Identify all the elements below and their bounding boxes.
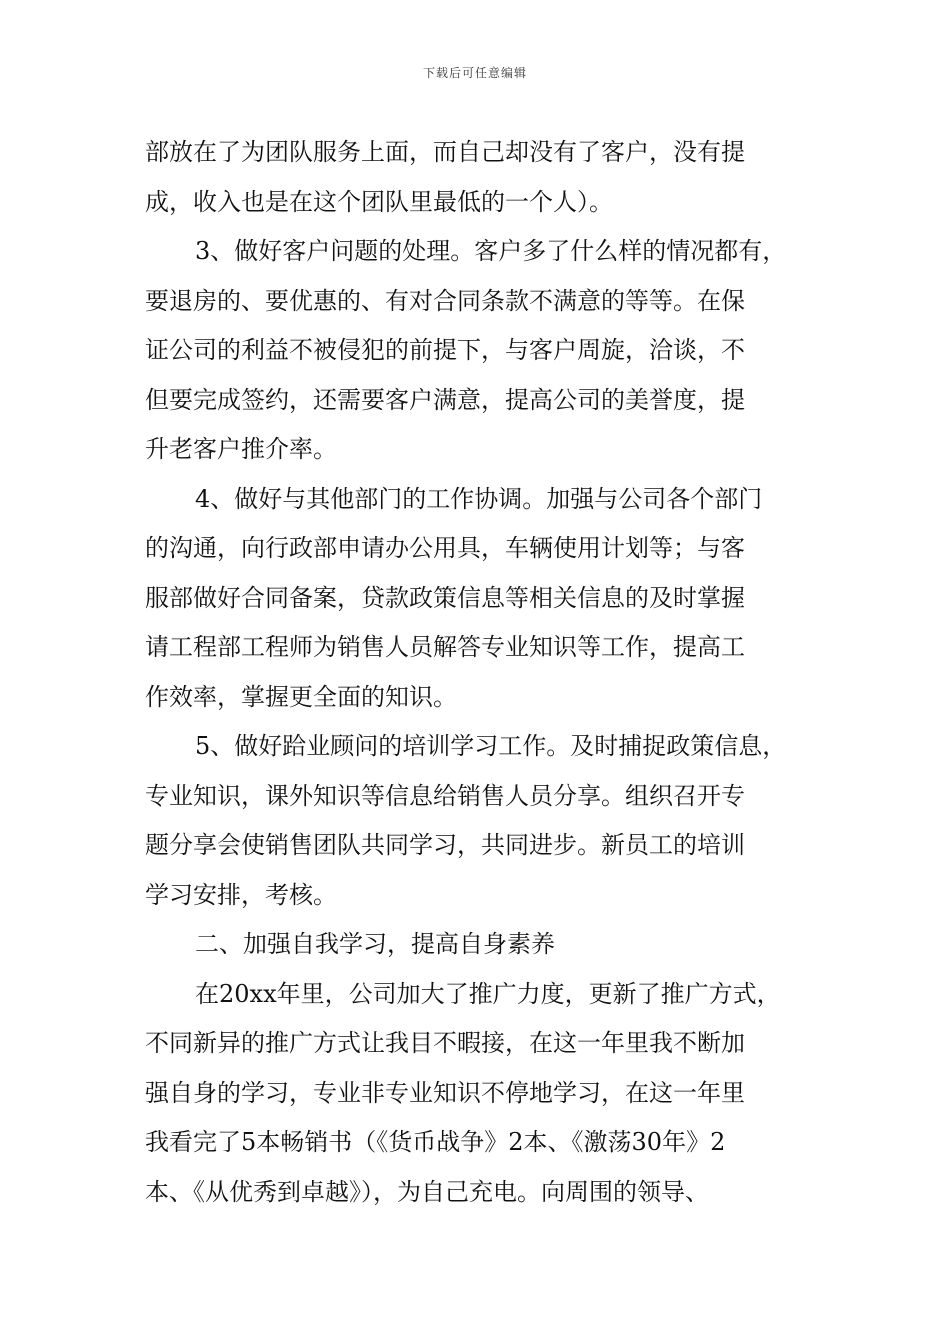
text-line: 专业知识，课外知识等信息给销售人员分享。组织召开专: [145, 781, 745, 810]
text-line: 学习安排，考核。: [145, 880, 337, 909]
text-line: 成，收入也是在这个团队里最低的一个人）。: [145, 187, 613, 216]
text-line: 证公司的利益不被侵犯的前提下，与客户周旋，洽谈，不: [145, 336, 745, 364]
text-line: 题分享会使销售团队共同学习，共同进步。新员工的培训: [145, 831, 745, 859]
text-line: 3、做好客户问题的处理。客户多了什么样的情况都有，: [195, 237, 787, 265]
text-line: 在20xx年里，公司加大了推广力度，更新了推广方式，: [195, 979, 781, 1008]
text-line: 本、《从优秀到卓越》），为自己充电。向周围的领导、: [145, 1177, 709, 1206]
section-heading: 二、加强自我学习，提高自身素养: [195, 930, 555, 958]
page-header: 下载后可任意编辑: [422, 66, 527, 80]
text-line: 的沟通，向行政部申请办公用具，车辆使用计划等；与客: [145, 534, 745, 562]
text-line: 请工程部工程师为销售人员解答专业知识等工作，提高工: [145, 633, 745, 661]
text-line: 4、做好与其他部门的工作协调。加强与公司各个部门: [195, 484, 763, 513]
text-line: 要退房的、要优惠的、有对合同条款不满意的等等。在保: [145, 286, 745, 315]
text-line: 不同新异的推广方式让我目不暇接，在这一年里我不断加: [145, 1029, 745, 1057]
text-line: 我看完了5本畅销书（《货币战争》2本、《激荡30年》2: [145, 1128, 726, 1156]
text-line: 升老客户推介率。: [145, 435, 337, 463]
text-line: 服部做好合同备案，贷款政策信息等相关信息的及时掌握: [145, 583, 745, 612]
text-line: 但要完成签约，还需要客户满意，提高公司的美誉度，提: [145, 385, 745, 414]
text-line: 部放在了为团队服务上面，而自己却没有了客户，没有提: [145, 138, 745, 166]
text-line: 作效率，掌握更全面的知识。: [145, 682, 457, 711]
text-line: 5、做好跲业顾问的培训学习工作。及时捕捉政策信息，: [195, 732, 787, 760]
text-line: 强自身的学习，专业非专业知识不停地学习，在这一年里: [145, 1078, 745, 1107]
document-body: [145, 128, 845, 1217]
